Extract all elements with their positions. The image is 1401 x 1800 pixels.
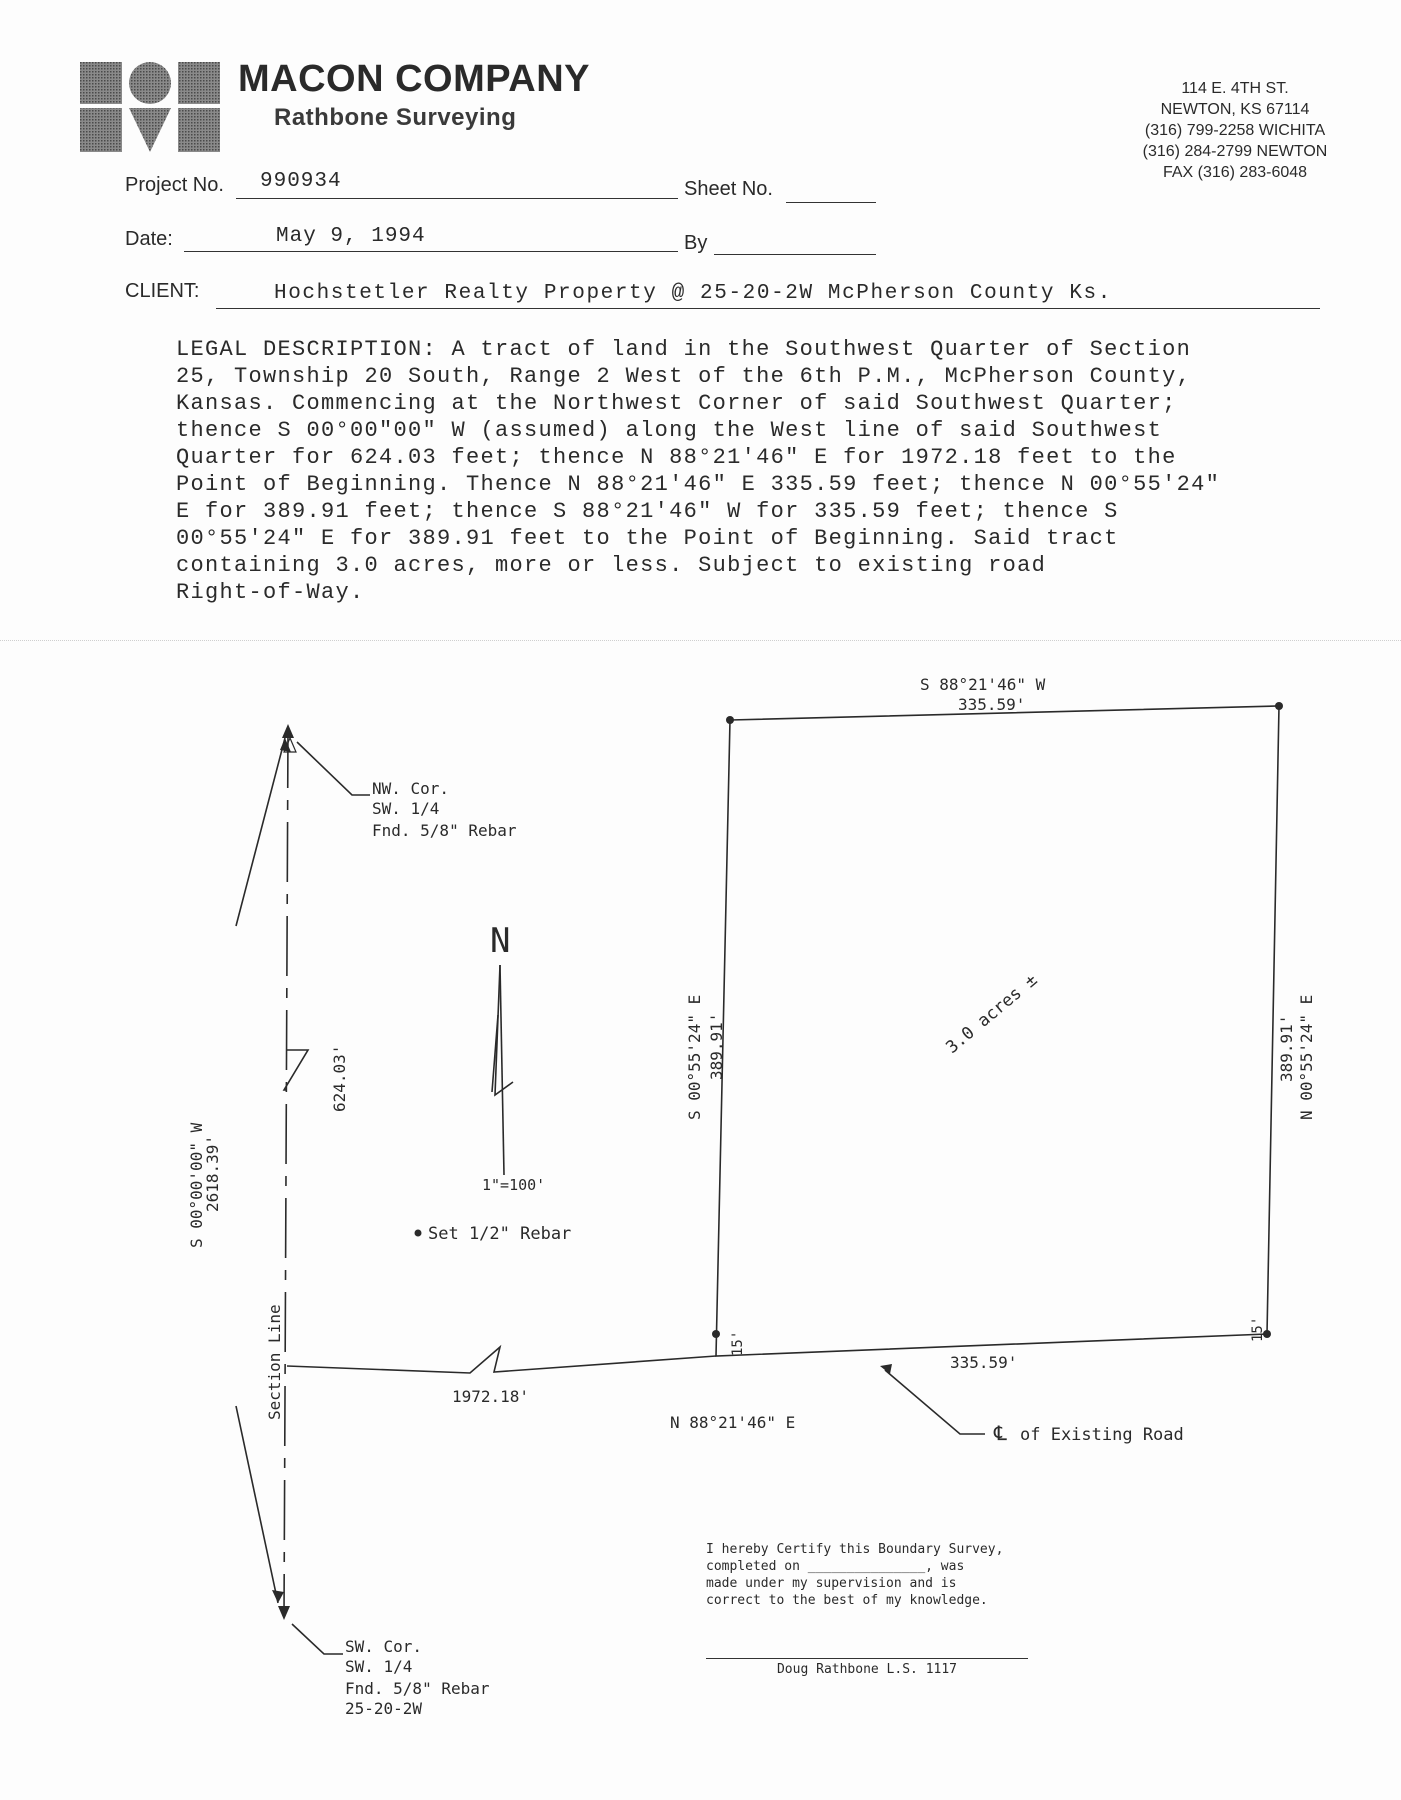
top-bearing: S 88°21'46" W: [920, 675, 1046, 694]
nw-corner-line: SW. 1/4: [372, 799, 440, 818]
section-line-label: Section Line: [265, 1304, 284, 1420]
right-distance: 389.91': [1277, 1014, 1296, 1082]
project-label: Project No.: [125, 174, 224, 196]
offset-right: 15': [1250, 1316, 1266, 1342]
bottom-distance: 335.59': [950, 1353, 1018, 1372]
sheet-label: Sheet No.: [684, 178, 773, 200]
date-label: Date:: [125, 228, 173, 250]
certification-line: completed on _______________, was: [706, 1559, 965, 1574]
offset-distance: 624.03': [330, 1044, 349, 1112]
address-line: 114 E. 4TH ST.: [1181, 80, 1289, 97]
section-break: [284, 1050, 308, 1090]
date-value: May 9, 1994: [276, 225, 426, 248]
sw-corner-line: SW. Cor.: [345, 1637, 423, 1656]
area-label: 3.0 acres ±: [942, 970, 1042, 1058]
project-value: 990934: [260, 170, 342, 193]
address-line: FAX (316) 283-6048: [1162, 164, 1308, 181]
client-label: CLIENT:: [125, 280, 200, 302]
rebar-marker: [726, 716, 734, 724]
north-arrow: [492, 965, 513, 1175]
certification-block: [706, 1541, 1003, 1609]
scale-label: 1"=100': [482, 1176, 546, 1194]
signature-line: [706, 1658, 1028, 1659]
by-label: By: [684, 232, 708, 254]
section-line: [284, 728, 288, 1616]
rebar-marker: [1275, 702, 1283, 710]
company-name: MACON COMPANY: [238, 58, 591, 100]
certification-line: correct to the best of my knowledge.: [706, 1593, 988, 1608]
surveyor-name: Doug Rathbone L.S. 1117: [776, 1662, 957, 1677]
legal-description: LEGAL DESCRIPTION: A tract of land in the Southwest Quarter of Section 25, Township 20 South, Range 2 West of the 6th P.M., McPherson County, Kansas. Commencing at the Northwest Corner of said Southwest Quarter; thence S 00°00"00" W (assumed) along the West line of said Southwest Quarter for 624.03 feet; thence N 88°21'46" E for 1972.18 feet to the Point of Beginning. Thence N 88°21'46" E 335.59 feet; thence N 00°55'24" E for 389.91 feet; thence S 88°21'46" W for 335.59 feet; thence S 00°55'24" E for 389.91 feet to the Point of Beginning. Said tract containing 3.0 acres, more or less. Subject to existing road Right-of-Way.: [176, 337, 1221, 605]
left-distance: 389.91': [707, 1012, 726, 1080]
rebar-marker: [712, 1330, 720, 1338]
section-bearing: S 00°00'00" W: [187, 1122, 206, 1248]
address-line: (316) 799-2258 WICHITA: [1144, 122, 1326, 139]
certification-line: made under my supervision and is: [706, 1576, 957, 1591]
centerline-symbol: ℄: [994, 1421, 1007, 1445]
road-distance: 1972.18': [452, 1387, 530, 1406]
right-bearing: N 00°55'24" E: [1297, 994, 1316, 1120]
sw-corner-line: SW. 1/4: [345, 1657, 413, 1676]
address-line: NEWTON, KS 67114: [1160, 101, 1310, 118]
address-line: (316) 284-2799 NEWTON: [1142, 143, 1328, 160]
road-line: [287, 1347, 716, 1373]
tract-boundary: [716, 706, 1279, 1356]
bottom-bearing: N 88°21'46" E: [670, 1413, 796, 1432]
nw-corner-line: NW. Cor.: [372, 779, 450, 798]
sw-corner-line: Fnd. 5/8" Rebar: [345, 1679, 490, 1698]
legend-label: Set 1/2" Rebar: [428, 1224, 572, 1244]
section-distance: 2618.39': [203, 1134, 222, 1212]
legend-rebar-marker: [415, 1230, 422, 1237]
top-distance: 335.59': [958, 695, 1026, 714]
certification-line: I hereby Certify this Boundary Survey,: [706, 1542, 1004, 1557]
road-label: of Existing Road: [1020, 1425, 1184, 1445]
north-label: N: [490, 921, 511, 961]
company-subtitle: Rathbone Surveying: [274, 104, 517, 131]
left-bearing: S 00°55'24" E: [685, 994, 704, 1120]
nw-corner-line: Fnd. 5/8" Rebar: [372, 821, 517, 840]
client-value: Hochstetler Realty Property @ 25-20-2W McPherson County Ks.: [274, 282, 1112, 305]
offset-left: 15': [730, 1330, 746, 1356]
sw-corner-line: 25-20-2W: [345, 1699, 423, 1718]
